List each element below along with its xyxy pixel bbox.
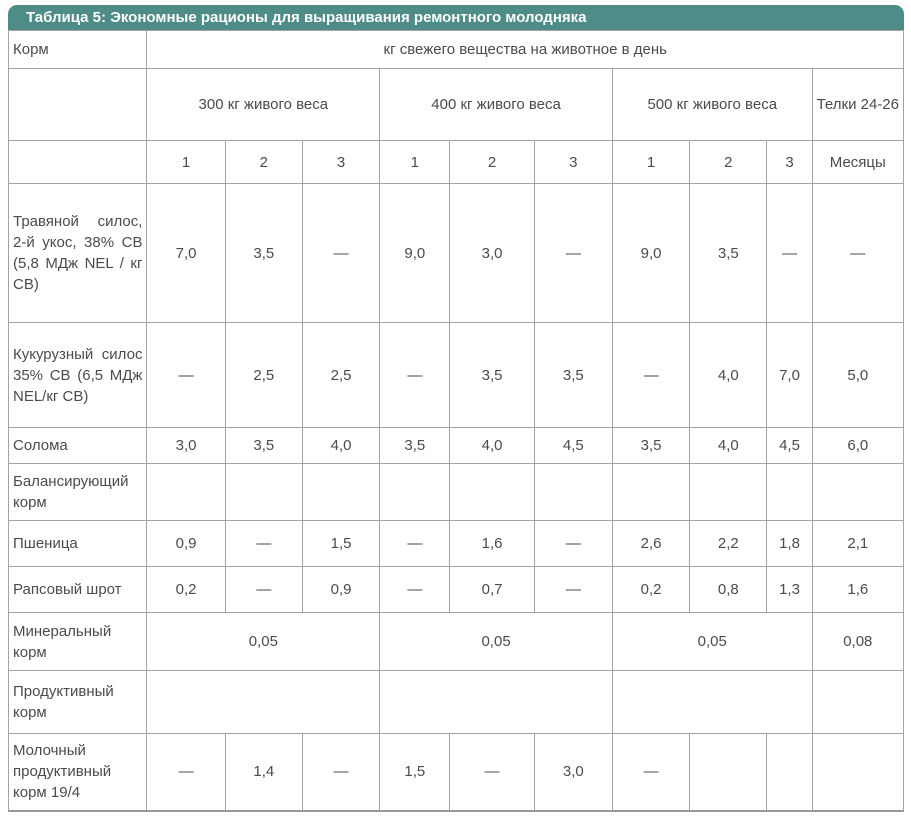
table-cell: 1,4 — [225, 734, 302, 811]
period-col: 1 — [612, 141, 689, 184]
table-cell: 9,0 — [380, 184, 450, 323]
table-cell: 0,05 — [380, 613, 613, 671]
row-label: Травяной силос, 2-й укос, 38% СВ (5,8 МДж NEL / кг СВ) — [9, 184, 147, 323]
blank-cell — [9, 141, 147, 184]
table-title-bar: Таблица 5: Экономные рационы для выращивания ремонтного молодняка — [8, 5, 904, 30]
table-cell — [690, 464, 767, 521]
header-row-units — [9, 31, 904, 69]
table-row — [9, 464, 904, 521]
table-row — [9, 521, 904, 567]
table-cell: — — [450, 734, 534, 811]
row-label: Рапсовый шрот — [9, 567, 147, 613]
table-cell: 1,8 — [767, 521, 812, 567]
header-row-weights — [9, 69, 904, 141]
table-cell: 3,5 — [225, 428, 302, 464]
table-cell: 3,5 — [450, 323, 534, 428]
table-cell: — — [534, 521, 612, 567]
table-cell: 4,0 — [690, 323, 767, 428]
table-cell: 3,5 — [534, 323, 612, 428]
table-cell: 1,6 — [812, 567, 903, 613]
table-cell: — — [225, 567, 302, 613]
table-cell: — — [380, 521, 450, 567]
table-cell: — — [302, 734, 379, 811]
table-cell: 5,0 — [812, 323, 903, 428]
table-cell: 1,6 — [450, 521, 534, 567]
table-cell — [302, 464, 379, 521]
table-cell: 2,2 — [690, 521, 767, 567]
table-cell: — — [147, 323, 225, 428]
table-cell — [812, 671, 903, 734]
table-cell: — — [225, 521, 302, 567]
table-cell — [380, 671, 613, 734]
table-cell: 0,9 — [147, 521, 225, 567]
row-label: Продуктивный корм — [9, 671, 147, 734]
table-cell: 1,3 — [767, 567, 812, 613]
table-cell: — — [812, 184, 903, 323]
table-cell: 4,5 — [767, 428, 812, 464]
table-cell: 3,0 — [147, 428, 225, 464]
months-header: Месяцы — [812, 141, 903, 184]
table-cell: 2,6 — [612, 521, 689, 567]
table-cell — [612, 671, 812, 734]
table-cell — [767, 734, 812, 811]
table-cell: — — [380, 323, 450, 428]
table-row — [9, 323, 904, 428]
table-row — [9, 671, 904, 734]
table-cell: 3,5 — [380, 428, 450, 464]
row-label: Минеральный корм — [9, 613, 147, 671]
table-cell: — — [612, 734, 689, 811]
period-col: 1 — [380, 141, 450, 184]
rations-table — [8, 30, 904, 812]
table-row — [9, 567, 904, 613]
table-cell: — — [147, 734, 225, 811]
table-cell: 4,5 — [534, 428, 612, 464]
period-col: 3 — [302, 141, 379, 184]
table-row — [9, 184, 904, 323]
table-cell — [612, 464, 689, 521]
period-col: 1 — [147, 141, 225, 184]
group-header-400kg: 400 кг живого веса — [380, 69, 613, 141]
period-col: 2 — [690, 141, 767, 184]
table-cell: — — [767, 184, 812, 323]
table-row — [9, 613, 904, 671]
table-cell: 2,5 — [302, 323, 379, 428]
table-cell: 3,5 — [225, 184, 302, 323]
table-cell: 1,5 — [302, 521, 379, 567]
table-cell: 3,5 — [690, 184, 767, 323]
group-header-300kg: 300 кг живого веса — [147, 69, 380, 141]
table-cell — [534, 464, 612, 521]
period-col: 3 — [534, 141, 612, 184]
table-cell: 0,05 — [612, 613, 812, 671]
table-cell: 3,0 — [450, 184, 534, 323]
table-cell: 2,5 — [225, 323, 302, 428]
table-cell: 0,9 — [302, 567, 379, 613]
row-label: Балансирующий корм — [9, 464, 147, 521]
table-container — [8, 5, 904, 812]
table-cell — [690, 734, 767, 811]
table-cell: 9,0 — [612, 184, 689, 323]
row-label: Молочный продуктивный корм 19/4 — [9, 734, 147, 811]
table-cell: — — [302, 184, 379, 323]
period-col: 2 — [450, 141, 534, 184]
table-cell: 7,0 — [767, 323, 812, 428]
table-cell: 0,7 — [450, 567, 534, 613]
corner-header-feed: Корм — [9, 31, 147, 69]
table-cell: 1,5 — [380, 734, 450, 811]
row-label: Кукурузный силос 35% СВ (6,5 МДж NEL/кг СВ) — [9, 323, 147, 428]
table-cell: 7,0 — [147, 184, 225, 323]
table-row — [9, 734, 904, 811]
table-cell: — — [612, 323, 689, 428]
table-cell — [812, 734, 903, 811]
table-cell: 3,0 — [534, 734, 612, 811]
table-body — [9, 184, 904, 811]
table-cell — [450, 464, 534, 521]
table-cell: 3,5 — [612, 428, 689, 464]
table-cell — [812, 464, 903, 521]
table-cell — [147, 671, 380, 734]
group-header-500kg: 500 кг живого веса — [612, 69, 812, 141]
table-cell: 0,2 — [147, 567, 225, 613]
unit-header: кг свежего вещества на животное в день — [147, 31, 904, 69]
period-col: 2 — [225, 141, 302, 184]
table-cell: 0,8 — [690, 567, 767, 613]
table-cell — [225, 464, 302, 521]
table-cell: — — [380, 567, 450, 613]
table-cell: 0,08 — [812, 613, 903, 671]
table-cell — [767, 464, 812, 521]
table-cell: 2,1 — [812, 521, 903, 567]
table-cell — [380, 464, 450, 521]
table-cell: 0,2 — [612, 567, 689, 613]
table-cell: 4,0 — [450, 428, 534, 464]
row-label: Солома — [9, 428, 147, 464]
table-cell: — — [534, 567, 612, 613]
table-cell: 0,05 — [147, 613, 380, 671]
table-cell: — — [534, 184, 612, 323]
blank-cell — [9, 69, 147, 141]
period-col: 3 — [767, 141, 812, 184]
row-label: Пшеница — [9, 521, 147, 567]
table-row — [9, 428, 904, 464]
table-cell: 6,0 — [812, 428, 903, 464]
table-cell — [147, 464, 225, 521]
header-row-periods — [9, 141, 904, 184]
group-header-heifers: Телки 24-26 — [812, 69, 903, 141]
table-cell: 4,0 — [690, 428, 767, 464]
table-cell: 4,0 — [302, 428, 379, 464]
